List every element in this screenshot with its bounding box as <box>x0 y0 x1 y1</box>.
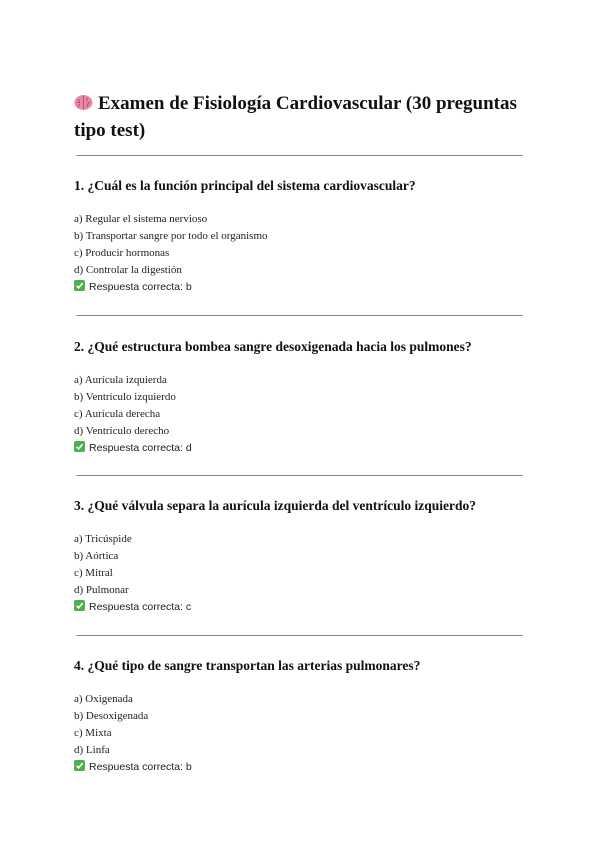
option-d: d) Ventrículo derecho <box>74 425 170 437</box>
option-d: d) Pulmonar <box>74 584 129 596</box>
question-4 <box>74 657 534 776</box>
divider <box>76 635 523 636</box>
option-d: d) Controlar la digestión <box>74 264 182 276</box>
page-title <box>74 90 524 144</box>
check-mark-icon <box>74 441 85 452</box>
correct-answer-text: Respuesta correcta: b <box>89 281 192 293</box>
option-a: a) Tricúspide <box>74 533 132 545</box>
check-mark-icon <box>74 760 85 771</box>
option-b: b) Aórtica <box>74 550 119 562</box>
question-1 <box>74 177 534 296</box>
option-c: c) Producir hormonas <box>74 247 170 259</box>
check-mark-icon <box>74 280 85 291</box>
question-text: 1. ¿Cuál es la función principal del sistema cardiovascular? <box>74 178 416 193</box>
brain-icon <box>74 92 93 109</box>
question-3 <box>74 497 534 616</box>
option-c: c) Mitral <box>74 567 113 579</box>
divider <box>76 155 523 156</box>
question-text: 2. ¿Qué estructura bombea sangre desoxigenada hacia los pulmones? <box>74 339 472 354</box>
option-b: b) Desoxigenada <box>74 710 149 722</box>
correct-answer <box>74 759 534 776</box>
correct-answer-text: Respuesta correcta: d <box>89 442 192 454</box>
page-title-text: Examen de Fisiología Cardiovascular (30 preguntas tipo test) <box>74 93 517 141</box>
option-c: c) Aurícula derecha <box>74 408 161 420</box>
correct-answer-text: Respuesta correcta: c <box>89 601 192 613</box>
divider <box>76 315 523 316</box>
option-a: a) Aurícula izquierda <box>74 374 167 386</box>
correct-answer <box>74 279 534 296</box>
question-2 <box>74 338 534 457</box>
option-d: d) Linfa <box>74 744 110 756</box>
option-b: b) Ventrículo izquierdo <box>74 391 176 403</box>
option-b: b) Transportar sangre por todo el organismo <box>74 230 268 242</box>
option-a: a) Oxigenada <box>74 693 133 705</box>
option-a: a) Regular el sistema nervioso <box>74 213 208 225</box>
correct-answer <box>74 440 534 457</box>
correct-answer <box>74 599 534 616</box>
question-text: 4. ¿Qué tipo de sangre transportan las arterias pulmonares? <box>74 658 421 673</box>
check-mark-icon <box>74 600 85 611</box>
divider <box>76 475 523 476</box>
option-c: c) Mixta <box>74 727 112 739</box>
correct-answer-text: Respuesta correcta: b <box>89 761 192 773</box>
question-text: 3. ¿Qué válvula separa la aurícula izquierda del ventrículo izquierdo? <box>74 498 477 513</box>
